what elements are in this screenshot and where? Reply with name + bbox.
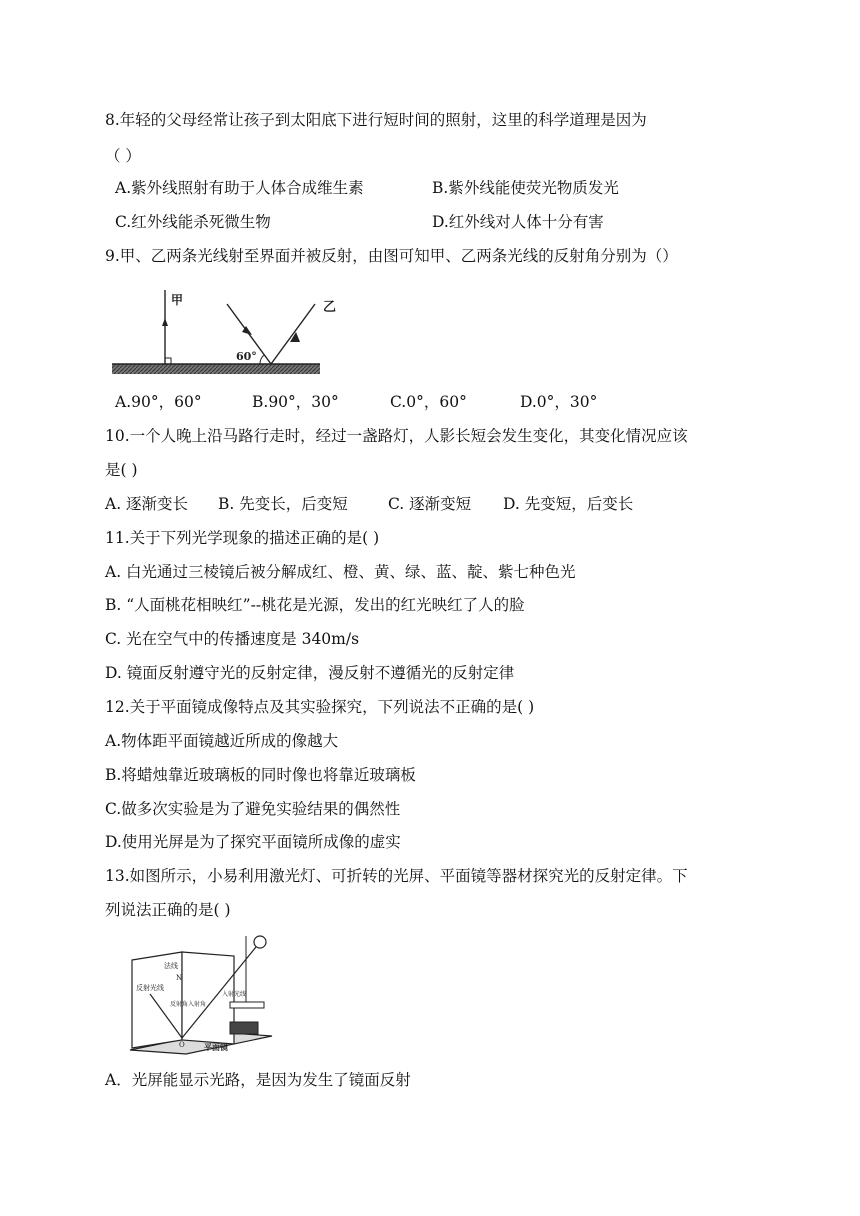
q13-reflection-apparatus-figure [126,932,276,1056]
q13-label-incident: 入射光线 [222,991,247,998]
q8-option-d: D.红外线对人体十分有害 [432,213,604,231]
q10-stem-continued: 是( ) [105,461,138,479]
q9-reflection-figure [112,284,352,380]
q11-option-a: A. 白光通过三棱镜后被分解成红、橙、黄、绿、蓝、靛、紫七种色光 [105,563,576,581]
q13-stem-continued: 列说法正确的是( ) [105,901,231,919]
q9-option-d: D.0°，30° [520,393,598,411]
q13-label-o: O [179,1041,185,1049]
q10-option-b: B. 先变长，后变短 [218,495,348,513]
q9-label-yi: 乙 [323,300,337,315]
q11-option-c: C. 光在空气中的传播速度是 340m/s [105,630,360,648]
q12-stem: 12.关于平面镜成像特点及其实验探究，下列说法不正确的是( ) [105,698,535,716]
q9-ray-reflected [271,304,315,364]
q13-screen-right [182,952,234,1044]
q13-label-reflected: 反射光线 [136,984,164,992]
q12-option-b: B.将蜡烛靠近玻璃板的同时像也将靠近玻璃板 [105,766,416,784]
q10-option-c: C. 逐渐变短 [388,495,472,513]
q9-angle-label: 60° [236,350,257,363]
q9-label-jia: 甲 [171,293,184,307]
q12-option-d: D.使用光屏是为了探究平面镜所成像的虚实 [105,833,401,851]
q11-stem: 11.关于下列光学现象的描述正确的是( ) [105,529,380,547]
q8-option-b: B.紫外线能使荧光物质发光 [432,179,619,197]
q9-option-c: C.0°，60° [390,393,467,411]
q12-option-c: C.做多次实验是为了避免实验结果的偶然性 [105,800,401,818]
q8-paren: （ ） [105,147,141,165]
q13-label-mirror: 平面镜 [204,1042,228,1052]
q8-stem: 8.年轻的父母经常让孩子到太阳底下进行短时间的照射，这里的科学道理是因为 [105,111,647,129]
q13-option-a: A．光屏能显示光路，是因为发生了镜面反射 [105,1071,411,1089]
q13-battery [230,1022,258,1034]
q10-option-d: D. 先变短，后变长 [503,495,634,513]
q13-label-normal: 法线 [164,962,178,970]
q8-option-a: A.紫外线照射有助于人体合成维生素 [115,179,364,197]
q9-option-b: B.90°，30° [252,393,339,411]
q13-label-angle: 反射角入射角 [170,1001,207,1008]
q10-option-a: A. 逐渐变长 [105,495,189,513]
q9-option-a: A.90°，60° [115,393,202,411]
q12-option-a: A.物体距平面镜越近所成的像越大 [105,732,339,750]
q11-option-b: B. “人面桃花相映红”--桃花是光源，发出的红光映红了人的脸 [105,596,525,614]
q11-option-d: D. 镜面反射遵守光的反射定律，漫反射不遵循光的反射定律 [105,664,515,682]
q13-label-n: N [176,974,183,982]
q9-stem: 9.甲、乙两条光线射至界面并被反射，由图可知甲、乙两条光线的反射角分别为（） [105,247,678,265]
q10-stem: 10.一个人晚上沿马路行走时，经过一盏路灯，人影长短会发生变化，其变化情况应该 [105,427,688,445]
q8-option-c: C.红外线能杀死微生物 [115,213,271,231]
q13-stem: 13.如图所示，小易利用激光灯、可折转的光屏、平面镜等器材探究光的反射定律。下 [105,867,688,885]
q9-surface [112,364,320,374]
